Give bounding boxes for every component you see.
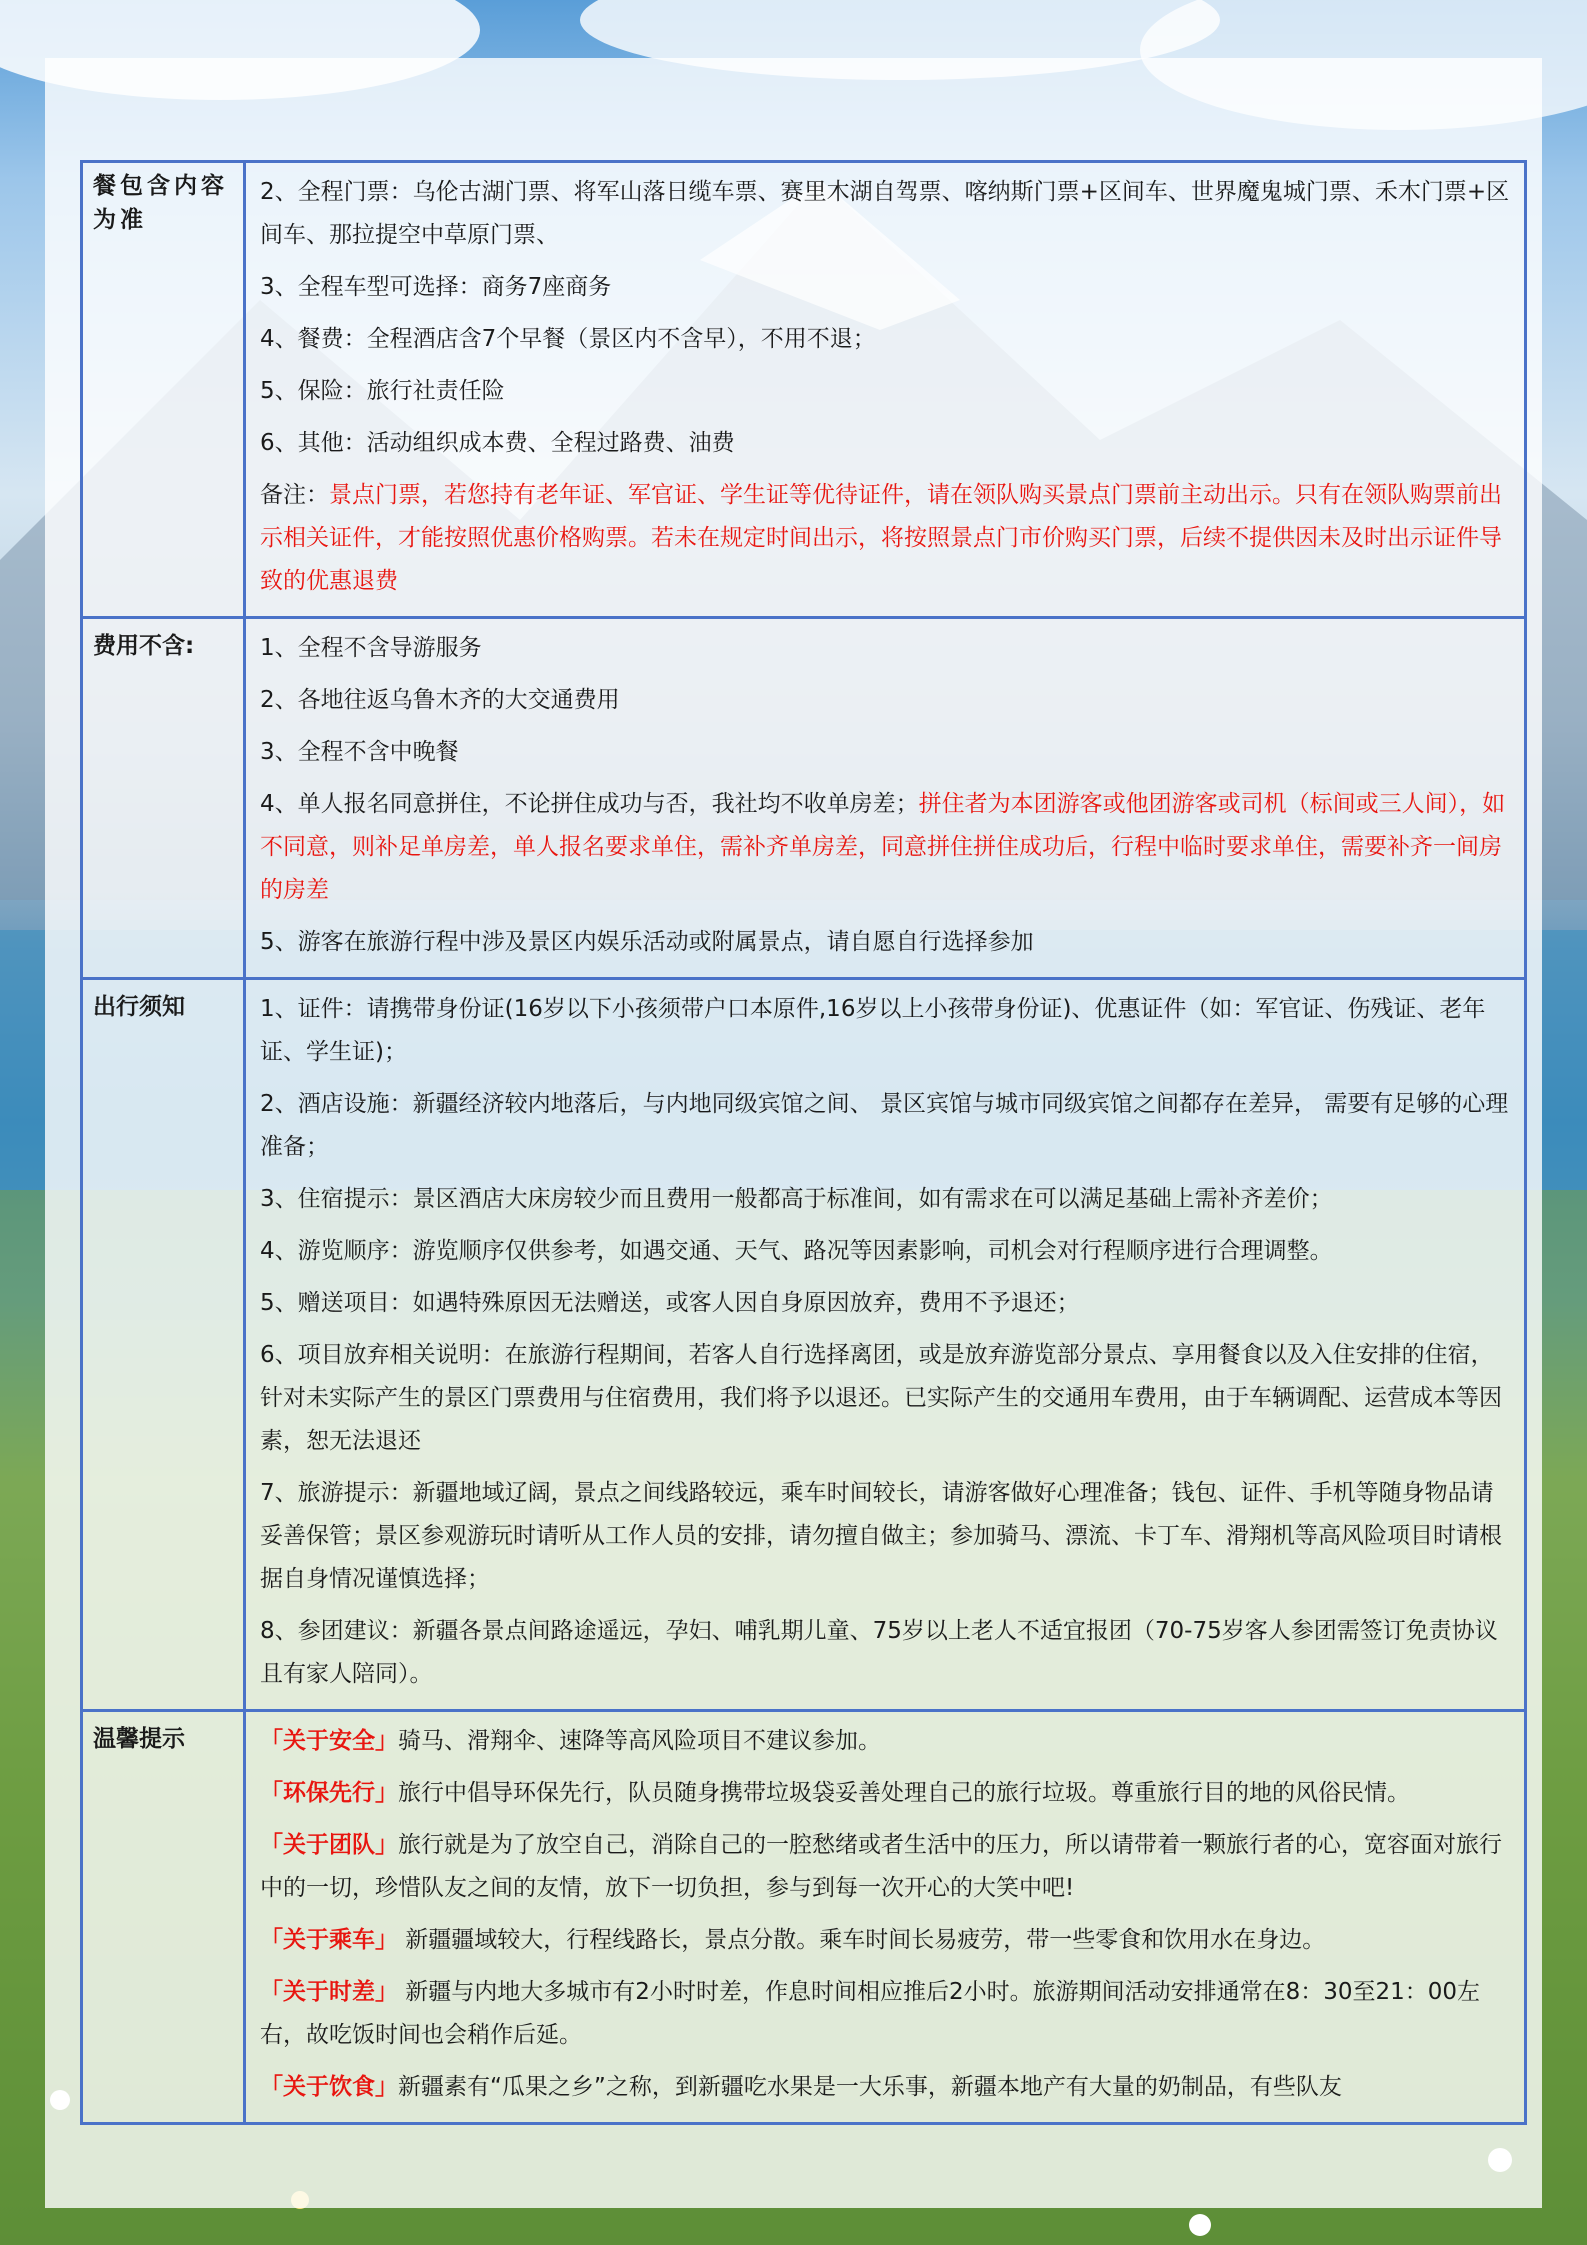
section-excluded bbox=[82, 618, 1526, 979]
list-item: 2、酒店设施：新疆经济较内地落后，与内地同级宾馆之间、 景区宾馆与城市同级宾馆之间都存在差异， 需要有足够的心理准备； bbox=[260, 1091, 1509, 1160]
tip-text: 旅行中倡导环保先行，队员随身携带垃圾袋妥善处理自己的旅行垃圾。尊重旅行目的地的风俗民情。 bbox=[398, 1780, 1410, 1806]
list-item: 6、项目放弃相关说明：在旅游行程期间，若客人自行选择离团，或是放弃游览部分景点、享用餐食以及入住安排的住宿，针对未实际产生的景区门票费用与住宿费用，我们将予以退还。已实际产生的交通用车费用，由于车辆调配、运营成本等因素，恕无法退还 bbox=[260, 1342, 1502, 1454]
note-highlight: 景点门票，若您持有老年证、军官证、学生证等优待证件，请在领队购买景点门票前主动出示。只有在领队购票前出示相关证件，才能按照优惠价格购票。若未在规定时间出示，将按照景点门市价购买门票，后续不提供因未及时出示证件导致的优惠退费 bbox=[260, 482, 1502, 594]
tip-text: 新疆素有“瓜果之乡”之称，到新疆吃水果是一大乐事，新疆本地产有大量的奶制品，有些队友 bbox=[398, 2074, 1342, 2100]
list-item bbox=[260, 1720, 1510, 1763]
list-item bbox=[260, 474, 1510, 603]
tip-tag: 「关于安全」 bbox=[260, 1728, 398, 1754]
list-item: 5、游客在旅游行程中涉及景区内娱乐活动或附属景点，请自愿自行选择参加 bbox=[260, 929, 1034, 955]
tip-text: 旅行就是为了放空自己，消除自己的一腔愁绪或者生活中的压力，所以请带着一颗旅行者的心，宽容面对旅行中的一切，珍惜队友之间的友情，放下一切负担，参与到每一次开心的大笑中吧! bbox=[260, 1832, 1502, 1901]
tip-text: 新疆与内地大多城市有2小时时差，作息时间相应推后2小时。旅游期间活动安排通常在8：30至21：00左右，故吃饭时间也会稍作后延。 bbox=[260, 1979, 1481, 2048]
list-item: 3、全程不含中晚餐 bbox=[260, 739, 459, 765]
section-included bbox=[82, 162, 1526, 618]
item-text: 4、单人报名同意拼住，不论拼住成功与否，我社均不收单房差； bbox=[260, 791, 919, 817]
list-item: 2、全程门票：乌伦古湖门票、将军山落日缆车票、赛里木湖自驾票、喀纳斯门票+区间车、世界魔鬼城门票、禾木门票+区间车、那拉提空中草原门票、 bbox=[260, 179, 1510, 248]
section-label: 出行须知 bbox=[82, 979, 245, 1711]
list-item bbox=[260, 2066, 1510, 2109]
list-item: 5、赠送项目：如遇特殊原因无法赠送，或客人因自身原因放弃，费用不予退还； bbox=[260, 1290, 1080, 1316]
list-item bbox=[260, 783, 1510, 912]
item-highlight: 拼住者为本团游客或他团游客或司机（标间或三人间），如不同意，则补足单房差，单人报名要求单住，需补齐单房差，同意拼住拼住成功后，行程中临时要求单住，需要补齐一间房的房差 bbox=[260, 791, 1506, 903]
itinerary-table bbox=[80, 160, 1527, 2125]
tip-tag: 「关于时差」 bbox=[260, 1979, 398, 2005]
section-body bbox=[245, 162, 1526, 618]
tip-tag: 「关于乘车」 bbox=[260, 1927, 398, 1953]
list-item: 4、游览顺序：游览顺序仅供参考，如遇交通、天气、路况等因素影响，司机会对行程顺序进行合理调整。 bbox=[260, 1238, 1333, 1264]
list-item: 3、全程车型可选择：商务7座商务 bbox=[260, 274, 612, 300]
tip-tag: 「关于饮食」 bbox=[260, 2074, 398, 2100]
section-body bbox=[245, 979, 1526, 1711]
list-item: 7、旅游提示：新疆地域辽阔，景点之间线路较远，乘车时间较长，请游客做好心理准备；钱包、证件、手机等随身物品请妥善保管；景区参观游玩时请听从工作人员的安排，请勿擅自做主；参加骑马、漂流、卡丁车、滑翔机等高风险项目时请根据自身情况谨慎选择； bbox=[260, 1480, 1502, 1592]
list-item bbox=[260, 1919, 1510, 1962]
section-travel-notes bbox=[82, 979, 1526, 1711]
tip-text: 新疆疆域较大，行程线路长，景点分散。乘车时间长易疲劳，带一些零食和饮用水在身边。 bbox=[398, 1927, 1326, 1953]
list-item bbox=[260, 1824, 1510, 1910]
list-item: 5、保险：旅行社责任险 bbox=[260, 378, 505, 404]
section-label: 温馨提示 bbox=[82, 1711, 245, 2124]
tip-text: 骑马、滑翔伞、速降等高风险项目不建议参加。 bbox=[398, 1728, 881, 1754]
section-body bbox=[245, 618, 1526, 979]
list-item: 8、参团建议：新疆各景点间路途遥远，孕妇、哺乳期儿童、75岁以上老人不适宜报团（70-75岁客人参团需签订免责协议且有家人陪同）。 bbox=[260, 1618, 1498, 1687]
note-prefix: 备注： bbox=[260, 482, 329, 508]
list-item bbox=[260, 1971, 1510, 2057]
list-item bbox=[260, 1772, 1510, 1815]
list-item: 6、其他：活动组织成本费、全程过路费、油费 bbox=[260, 430, 735, 456]
tip-tag: 「关于团队」 bbox=[260, 1832, 398, 1858]
list-item: 4、餐费：全程酒店含7个早餐（景区内不含早），不用不退； bbox=[260, 326, 876, 352]
section-body bbox=[245, 1711, 1526, 2124]
list-item: 3、住宿提示：景区酒店大床房较少而且费用一般都高于标准间，如有需求在可以满足基础上需补齐差价； bbox=[260, 1186, 1333, 1212]
tip-tag: 「环保先行」 bbox=[260, 1780, 398, 1806]
section-label: 费用不含: bbox=[82, 618, 245, 979]
section-label: 餐包含内容为准 bbox=[82, 162, 245, 618]
section-tips bbox=[82, 1711, 1526, 2124]
list-item: 1、证件：请携带身份证(16岁以下小孩须带户口本原件,16岁以上小孩带身份证)、优惠证件（如：军官证、伤残证、老年证、学生证)； bbox=[260, 996, 1486, 1065]
list-item: 2、各地往返乌鲁木齐的大交通费用 bbox=[260, 687, 620, 713]
list-item: 1、全程不含导游服务 bbox=[260, 635, 482, 661]
